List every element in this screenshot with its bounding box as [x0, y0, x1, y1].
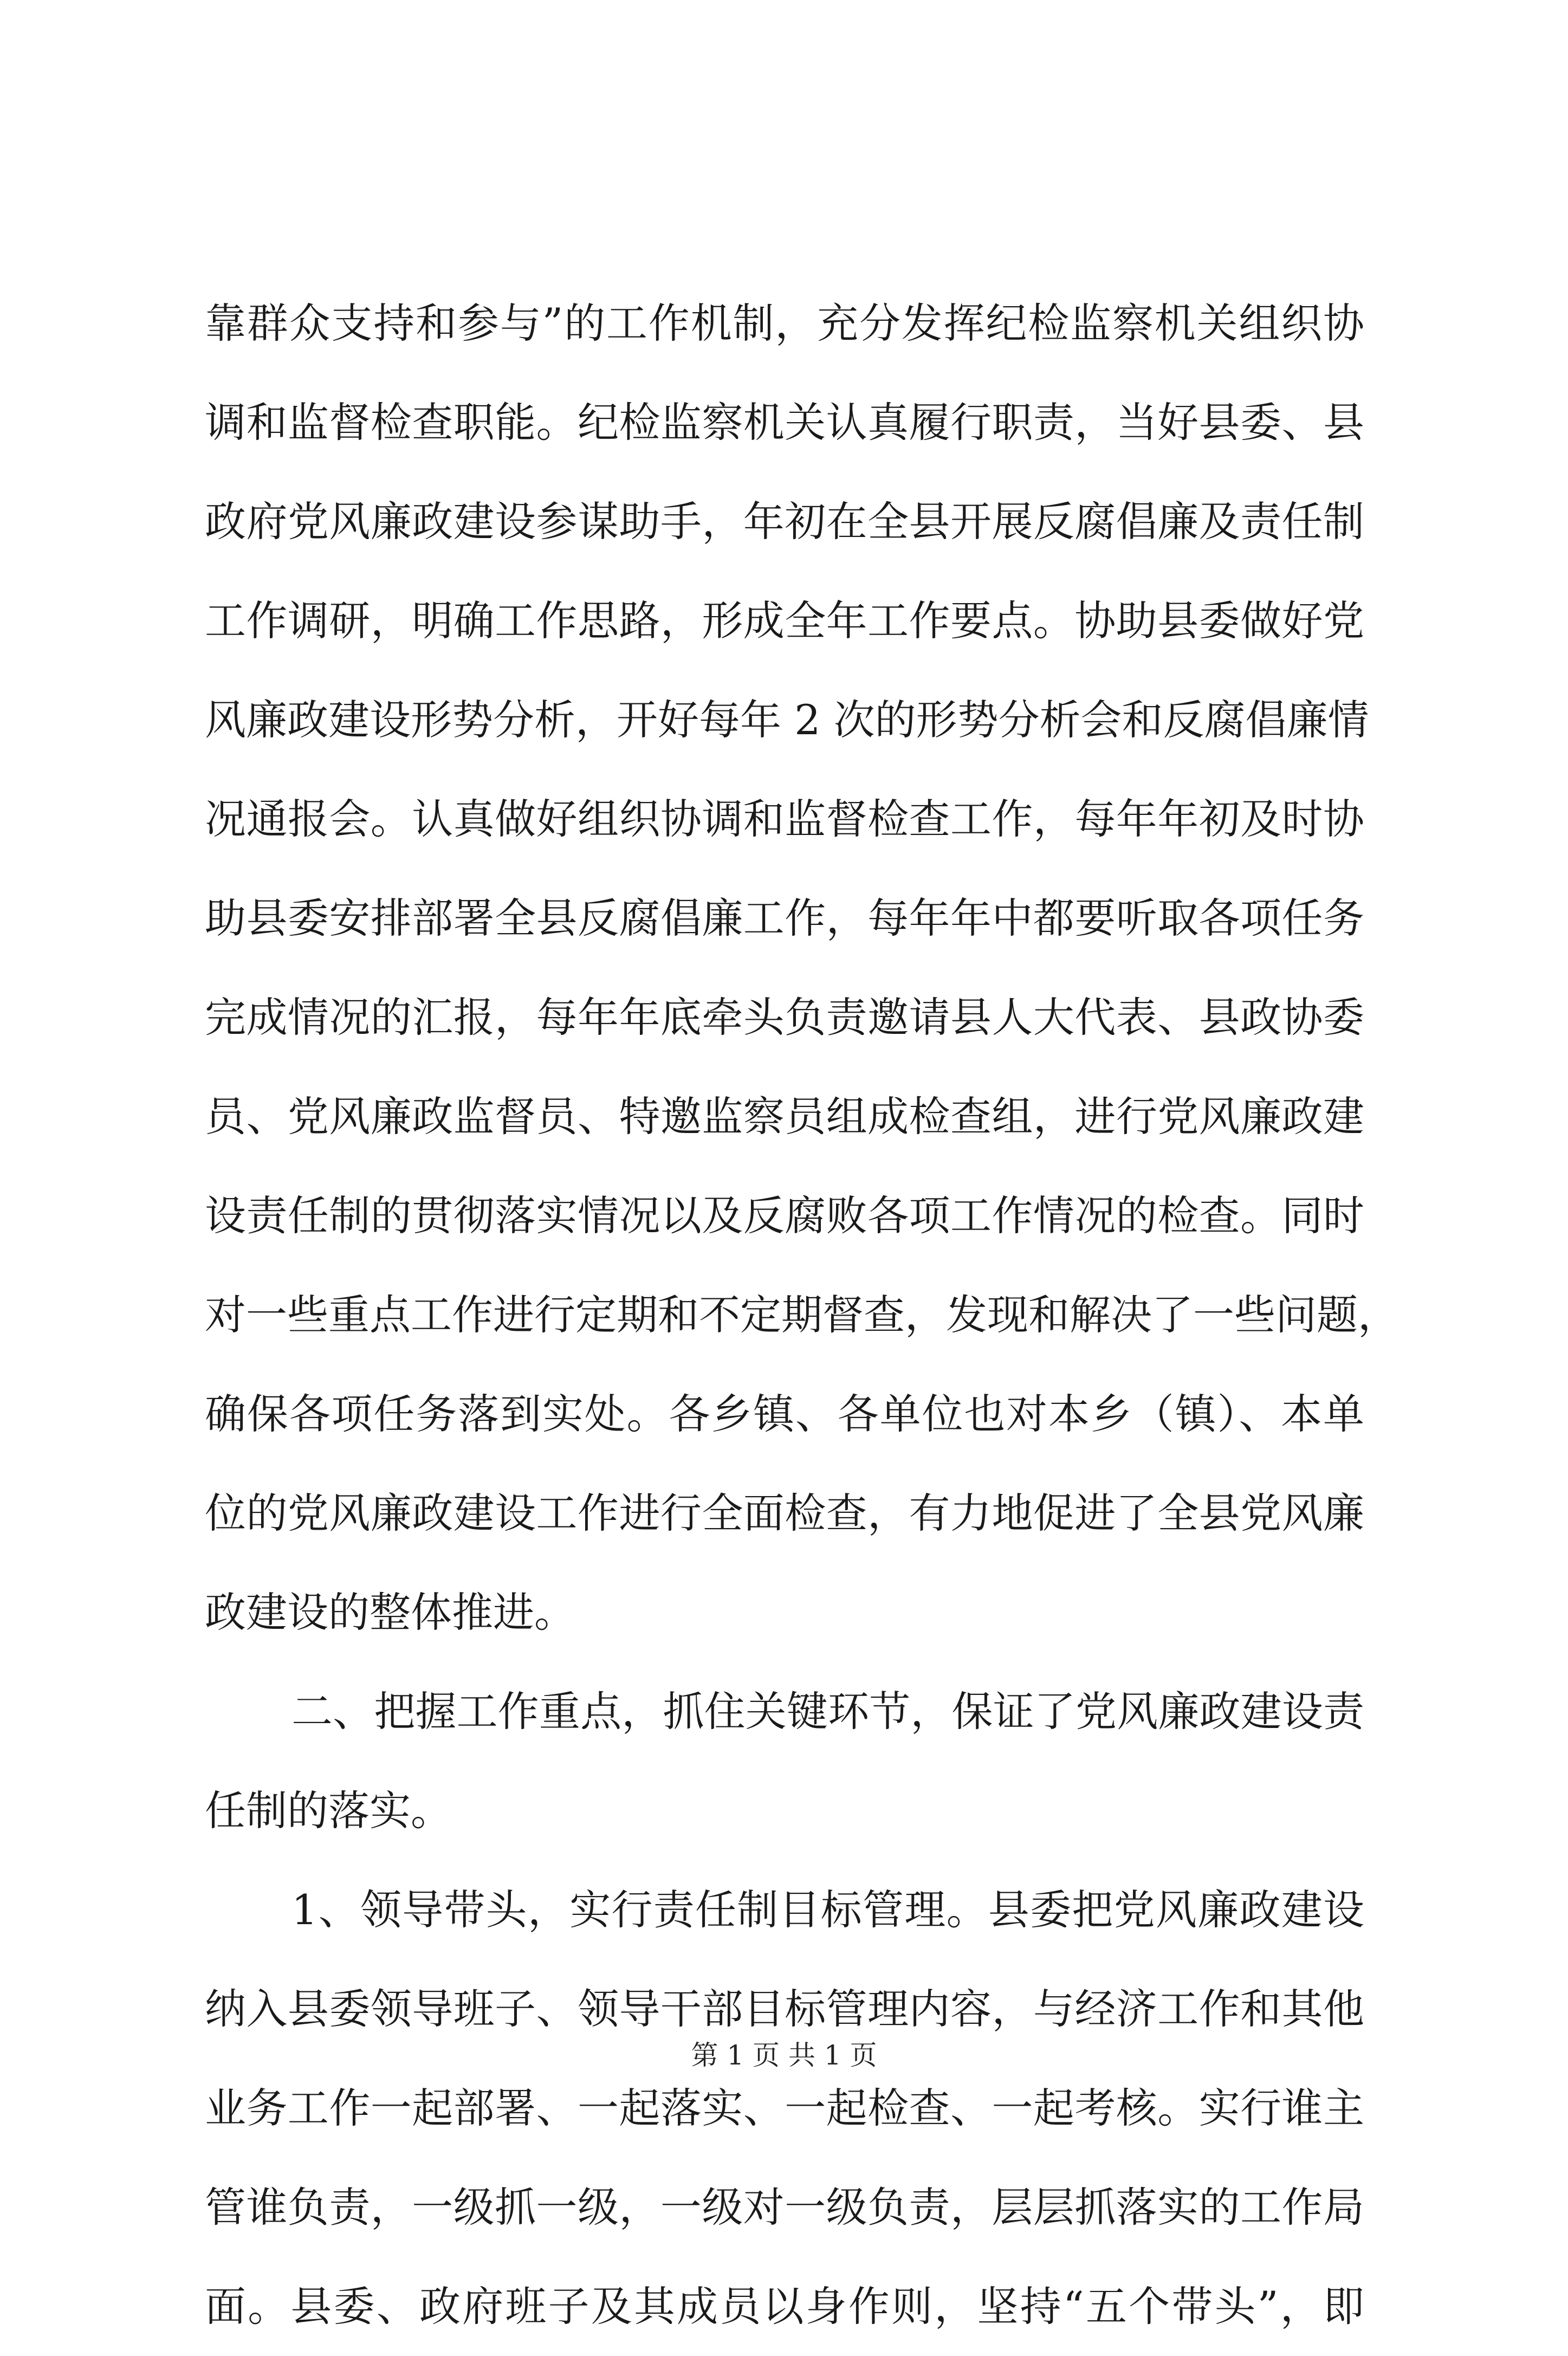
text-line: 1、领导带头，实行责任制目标管理。县委把党风廉政建设	[291, 1886, 1364, 1934]
text-line: 完成情况的汇报，每年年底牵头负责邀请县人大代表、县政协委	[205, 993, 1364, 1041]
text-line: 政建设的整体推进。	[205, 1588, 575, 1636]
page-number-footer: 第 1 页 共 1 页	[691, 2040, 877, 2071]
text-line: 确保各项任务落到实处。各乡镇、各单位也对本乡（镇）、本单	[205, 1390, 1364, 1438]
text-line: 况通报会。认真做好组织协调和监督检查工作，每年年初及时协	[205, 795, 1364, 843]
text-line: 管谁负责，一级抓一级，一级对一级负责，层层抓落实的工作局	[205, 2183, 1364, 2231]
text-line: 风廉政建设形势分析，开好每年 2 次的形势分析会和反腐倡廉情	[205, 696, 1369, 744]
section-heading-line: 二、把握工作重点，抓住关键环节，保证了党风廉政建设责	[291, 1687, 1364, 1736]
text-line: 政府党风廉政建设参谋助手，年初在全县开展反腐倡廉及责任制	[205, 497, 1364, 546]
text-line: 面。县委、政府班子及其成员以身作则，坚持“五个带头”，即	[205, 2282, 1364, 2331]
text-line: 业务工作一起部署、一起落实、一起检查、一起考核。实行谁主	[205, 2084, 1364, 2132]
text-line: 位的党风廉政建设工作进行全面检查，有力地促进了全县党风廉	[205, 1489, 1364, 1537]
text-line: 对一些重点工作进行定期和不定期督查，发现和解决了一些问题，	[205, 1291, 1399, 1339]
text-line: 工作调研，明确工作思路，形成全年工作要点。协助县委做好党	[205, 597, 1364, 645]
text-line: 员、党风廉政监督员、特邀监察员组成检查组，进行党风廉政建	[205, 1092, 1364, 1141]
text-line: 助县委安排部署全县反腐倡廉工作，每年年中都要听取各项任务	[205, 894, 1364, 942]
section-heading-line: 任制的落实。	[205, 1787, 452, 1835]
text-line: 设责任制的贯彻落实情况以及反腐败各项工作情况的检查。同时	[205, 1192, 1364, 1240]
text-line: 纳入县委领导班子、领导干部目标管理内容，与经济工作和其他	[205, 1985, 1364, 2033]
text-line: 靠群众支持和参与”的工作机制，充分发挥纪检监察机关组织协	[205, 299, 1364, 347]
text-line: 调和监督检查职能。纪检监察机关认真履行职责，当好县委、县	[205, 398, 1364, 446]
